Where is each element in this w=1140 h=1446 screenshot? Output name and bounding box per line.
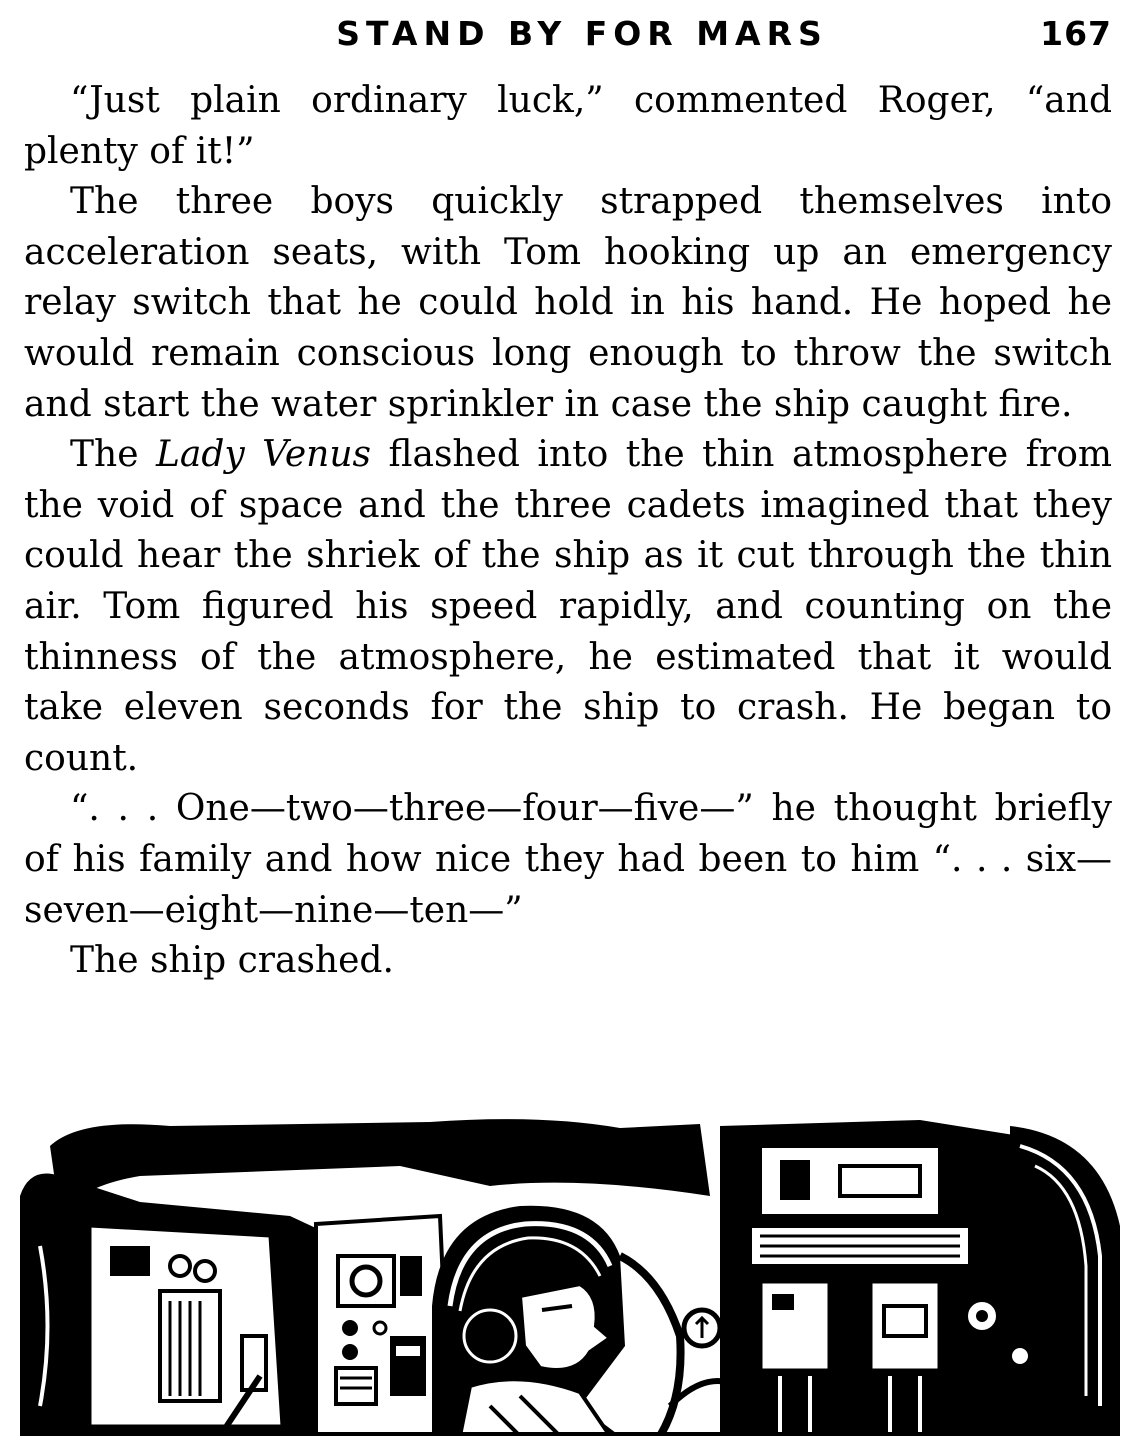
paragraph: The three boys quickly strapped themselves into acceleration seats, with Tom hooking up an emergency relay switch that he could hold in his hand. He hoped he would remain conscious long enough to throw the switch and start the water sprinkler in case the ship caught fire. <box>24 181 1112 425</box>
paragraph-text: The <box>70 434 156 476</box>
paragraph: The ship crashed. <box>70 940 394 982</box>
paragraph-text: flashed into the thin atmosphere from the void of space and the three cadets imagined that they could hear the shriek of the ship as it cut through the thin air. Tom figured his speed rapidly, and counting on the thinness of the atmosphere, he estimated that it would take eleven seconds for the ship to crash. He began to count. <box>24 434 1113 779</box>
running-head <box>22 14 1112 58</box>
ship-name: Lady Venus <box>155 434 372 476</box>
cockpit-illustration <box>20 1106 1120 1436</box>
page-number: 167 <box>1040 14 1112 53</box>
body-text <box>24 76 1112 987</box>
paragraph <box>24 430 1112 784</box>
running-title: STAND BY FOR MARS <box>336 14 828 53</box>
paragraph: “Just plain ordinary luck,” commented Roger, “and plenty of it!” <box>24 80 1112 172</box>
paragraph: “. . . One—two—three—four—five—” he thought briefly of his family and how nice they had been to him “. . . six—seven—eight—nine—ten—” <box>24 788 1112 931</box>
